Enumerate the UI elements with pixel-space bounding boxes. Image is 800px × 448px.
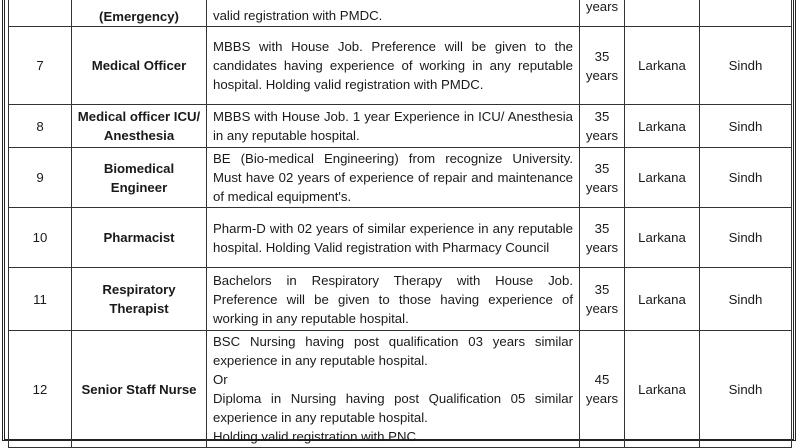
serial-number: 7 bbox=[9, 27, 72, 105]
qualification-description bbox=[207, 268, 580, 331]
age-line: years bbox=[585, 67, 619, 83]
jobs-table bbox=[8, 0, 792, 448]
qualification-description bbox=[207, 148, 580, 208]
qualification-description bbox=[207, 208, 580, 268]
description-line: Bachelors in Respiratory Therapy with House Job. Preference will be given to those having experience of working in any reputable hospital. bbox=[213, 272, 573, 326]
domicile-city: Larkana bbox=[625, 148, 700, 208]
description-line: BE (Bio-medical Engineering) from recognize University. Must have 02 years of experience of repair and maintenance of medical equipment's. bbox=[213, 151, 573, 204]
serial-number: 12 bbox=[9, 331, 72, 448]
province: Sindh bbox=[700, 148, 792, 208]
age-line: years bbox=[585, 301, 619, 316]
domicile-city: Larkana bbox=[625, 105, 700, 148]
province: Sindh bbox=[700, 105, 792, 148]
age-limit bbox=[580, 148, 625, 208]
age-line: 35 bbox=[594, 109, 610, 124]
age-limit bbox=[580, 27, 625, 105]
age-limit bbox=[580, 268, 625, 331]
age-line: 35 bbox=[594, 48, 610, 64]
age-limit bbox=[580, 208, 625, 268]
serial-number: 10 bbox=[9, 208, 72, 268]
post-title: Medical officer ICU/ Anesthesia bbox=[72, 105, 207, 148]
serial-number: 8 bbox=[9, 105, 72, 148]
age-line: 35 bbox=[594, 220, 610, 236]
qualification-description bbox=[207, 331, 580, 448]
description-line: MBBS with House Job. 1 year Experience in ICU/ Anesthesia in any reputable hospital. bbox=[213, 109, 573, 143]
province: Sindh bbox=[700, 27, 792, 105]
post-title: Senior Staff Nurse bbox=[72, 331, 207, 448]
age-line: 35 bbox=[594, 282, 610, 297]
age-line: 35 bbox=[594, 160, 610, 176]
domicile-city bbox=[625, 0, 700, 27]
domicile-city: Larkana bbox=[625, 268, 700, 331]
province: Sindh bbox=[700, 208, 792, 268]
table-row bbox=[9, 105, 792, 148]
qualification-description bbox=[207, 105, 580, 148]
age-line: years bbox=[585, 179, 619, 195]
post-title: Respiratory Therapist bbox=[72, 268, 207, 331]
qualification-description bbox=[207, 27, 580, 105]
age-limit bbox=[580, 331, 625, 448]
post-title: Pharmacist bbox=[72, 208, 207, 268]
domicile-city: Larkana bbox=[625, 208, 700, 268]
serial-number: 11 bbox=[9, 268, 72, 331]
age-line: years bbox=[585, 0, 619, 14]
post-title: Biomedical Engineer bbox=[72, 148, 207, 208]
description-line: Diploma in Nursing having post Qualification 05 similar experience in any reputable hospital. bbox=[213, 391, 573, 425]
table-row bbox=[9, 148, 792, 208]
age-line: years bbox=[585, 239, 619, 255]
age-limit bbox=[580, 0, 625, 27]
province bbox=[700, 0, 792, 27]
description-line: BSC Nursing having post qualification 03 years similar experience in any reputable hospital. bbox=[213, 334, 573, 368]
province: Sindh bbox=[700, 331, 792, 448]
age-limit bbox=[580, 105, 625, 148]
table-row bbox=[9, 0, 792, 27]
age-line: years bbox=[585, 128, 619, 143]
table-row bbox=[9, 208, 792, 268]
description-line: Or bbox=[213, 372, 228, 387]
age-line: years bbox=[585, 391, 619, 406]
post-title: Medical Officer bbox=[72, 27, 207, 105]
table-row bbox=[9, 27, 792, 105]
domicile-city: Larkana bbox=[625, 331, 700, 448]
description-line: Pharm-D with 02 years of similar experience in any reputable hospital. Holding Valid registration with Pharmacy Council bbox=[213, 220, 573, 255]
age-line: 45 bbox=[594, 372, 610, 387]
description-line: Holding valid registration with PNC. bbox=[213, 429, 420, 444]
post-title: (Emergency) bbox=[72, 0, 207, 27]
serial-number bbox=[9, 0, 72, 27]
domicile-city: Larkana bbox=[625, 27, 700, 105]
serial-number: 9 bbox=[9, 148, 72, 208]
qualification-description bbox=[207, 0, 580, 27]
table-row bbox=[9, 268, 792, 331]
description-line: valid registration with PMDC. bbox=[213, 8, 383, 23]
province: Sindh bbox=[700, 268, 792, 331]
description-line: MBBS with House Job. Preference will be given to the candidates having experience of working in any reputable hospital. Holding valid registration with PMDC. bbox=[213, 39, 573, 92]
table-row bbox=[9, 331, 792, 448]
